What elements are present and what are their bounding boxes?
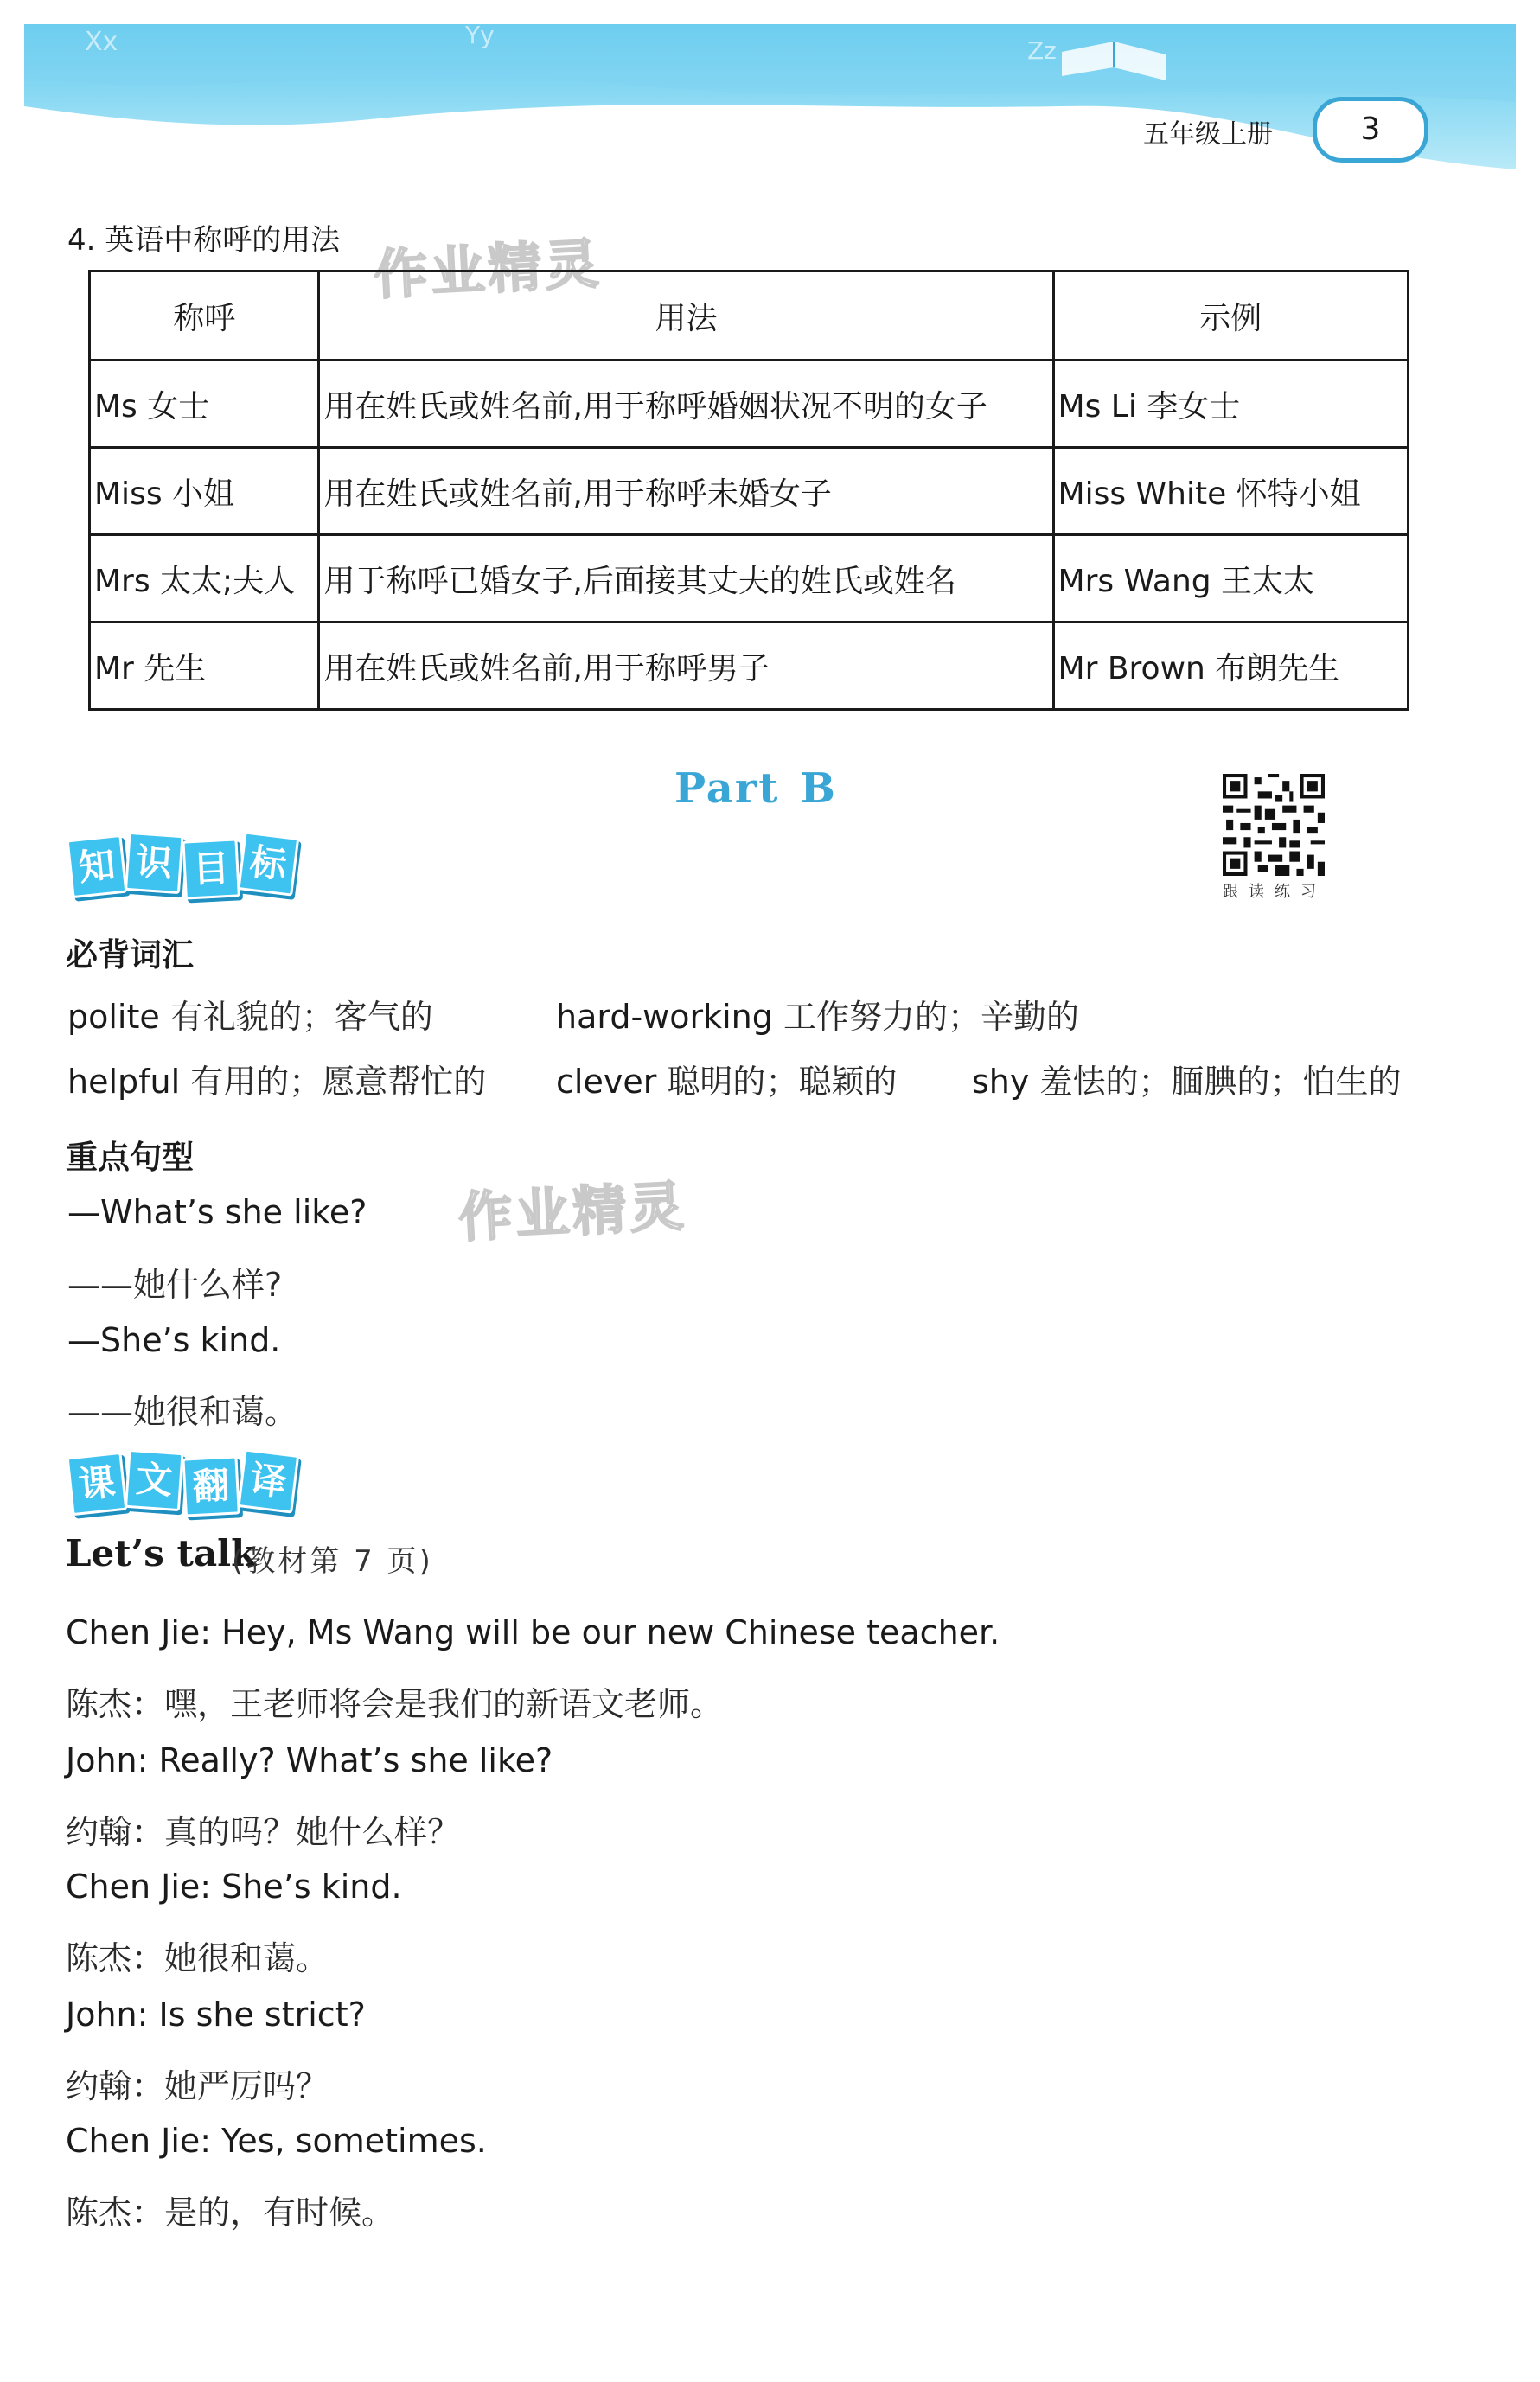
vocab-cn: 聪明的；聪颖的 bbox=[667, 1063, 898, 1101]
sentence-heading: 重点句型 bbox=[66, 1139, 194, 1176]
dialogue-line: John: Is she strict? bbox=[66, 1996, 366, 2034]
dialogue-translation: 约翰：她严厉吗？ bbox=[66, 2067, 329, 2105]
header-banner bbox=[24, 24, 1516, 169]
watermark: 作业精灵 bbox=[372, 232, 604, 307]
vocab-item bbox=[556, 990, 1079, 1038]
vocab-en: shy bbox=[972, 1063, 1030, 1101]
table-cell: Ms Li 李女士 bbox=[1053, 361, 1408, 448]
vocab-cn: 有用的；愿意帮忙的 bbox=[190, 1063, 487, 1101]
part-label: Part bbox=[674, 764, 780, 813]
dialogue-line: Chen Jie: Hey, Ms Wang will be our new Chinese teacher. bbox=[66, 1613, 1000, 1651]
table-header-row bbox=[90, 271, 1409, 361]
sentence-line: —What’s she like? bbox=[67, 1193, 367, 1231]
vocab-item bbox=[556, 1055, 897, 1102]
badge-char: 知 bbox=[67, 834, 128, 898]
vocab-en: polite bbox=[67, 998, 160, 1036]
lesson-title: Let’s talk bbox=[66, 1532, 257, 1574]
watermark: 作业精灵 bbox=[457, 1174, 689, 1249]
vocab-heading: 必背词汇 bbox=[66, 936, 194, 974]
table-cell: Mr Brown 布朗先生 bbox=[1053, 623, 1408, 710]
dialogue-line: Chen Jie: She’s kind. bbox=[66, 1868, 402, 1906]
qr-code-icon[interactable] bbox=[1223, 774, 1325, 876]
table-cell: 用在姓氏或姓名前,用于称呼婚姻状况不明的女子 bbox=[319, 361, 1053, 448]
vocab-cn: 有礼貌的；客气的 bbox=[169, 998, 433, 1036]
part-heading bbox=[674, 764, 837, 813]
table-row bbox=[90, 361, 1409, 448]
section-title: 4. 英语中称呼的用法 bbox=[67, 223, 341, 258]
address-usage-table bbox=[88, 270, 1409, 711]
sentence-line: ——她很和蔼。 bbox=[67, 1393, 298, 1431]
table-row bbox=[90, 448, 1409, 535]
vocab-item bbox=[972, 1055, 1401, 1102]
knowledge-goals-badge bbox=[69, 837, 296, 896]
table-cell: Mrs Wang 王太太 bbox=[1053, 535, 1408, 623]
sentence-line: ——她什么样? bbox=[67, 1266, 283, 1304]
table-cell: Miss 小姐 bbox=[90, 448, 319, 535]
table-cell: Miss White 怀特小姐 bbox=[1053, 448, 1408, 535]
vocab-item bbox=[67, 990, 433, 1038]
svg-text:Yy: Yy bbox=[465, 24, 495, 49]
badge-char: 标 bbox=[237, 831, 299, 896]
table-cell: 用在姓氏或姓名前,用于称呼男子 bbox=[319, 623, 1053, 710]
dialogue-translation: 陈杰：嘿，王老师将会是我们的新语文老师。 bbox=[66, 1685, 724, 1723]
badge-char: 文 bbox=[125, 1449, 184, 1511]
table-row bbox=[90, 623, 1409, 710]
badge-char: 译 bbox=[237, 1448, 299, 1513]
svg-text:Xx: Xx bbox=[85, 27, 118, 57]
dialogue-line: Chen Jie: Yes, sometimes. bbox=[66, 2122, 487, 2160]
dialogue-translation: 陈杰：她很和蔼。 bbox=[66, 1939, 329, 1977]
vocab-en: helpful bbox=[67, 1063, 181, 1101]
dialogue-translation: 约翰：真的吗？她什么样？ bbox=[66, 1813, 461, 1851]
table-row bbox=[90, 535, 1409, 623]
part-letter: B bbox=[800, 764, 837, 813]
text-translation-badge bbox=[69, 1454, 296, 1513]
table-cell: 用在姓氏或姓名前,用于称呼未婚女子 bbox=[319, 448, 1053, 535]
vocab-en: clever bbox=[556, 1063, 657, 1101]
dialogue-translation: 陈杰：是的，有时候。 bbox=[66, 2194, 395, 2232]
sentence-line: —She’s kind. bbox=[67, 1321, 281, 1359]
qr-caption: 跟读练习 bbox=[1223, 883, 1326, 901]
vocab-item bbox=[67, 1055, 486, 1102]
grade-label: 五年级上册 bbox=[1143, 119, 1273, 150]
vocab-en: hard-working bbox=[556, 998, 773, 1036]
badge-char: 课 bbox=[67, 1452, 128, 1516]
badge-char: 目 bbox=[182, 838, 240, 899]
column-header: 称呼 bbox=[90, 271, 319, 361]
vocab-cn: 工作努力的；辛勤的 bbox=[783, 998, 1079, 1036]
svg-text:Zz: Zz bbox=[1027, 36, 1057, 65]
page-number: 3 bbox=[1313, 97, 1428, 163]
column-header: 示例 bbox=[1053, 271, 1408, 361]
column-header: 用法 bbox=[319, 271, 1053, 361]
table-cell: 用于称呼已婚女子,后面接其丈夫的姓氏或姓名 bbox=[319, 535, 1053, 623]
vocab-cn: 羞怯的；腼腆的；怕生的 bbox=[1039, 1063, 1402, 1101]
dialogue-line: John: Really? What’s she like? bbox=[66, 1741, 553, 1779]
table-cell: Ms 女士 bbox=[90, 361, 319, 448]
lesson-page-ref: (教材第 7 页) bbox=[232, 1544, 433, 1579]
badge-char: 翻 bbox=[182, 1455, 240, 1517]
badge-char: 识 bbox=[125, 832, 184, 894]
table-cell: Mr 先生 bbox=[90, 623, 319, 710]
table-cell: Mrs 太太;夫人 bbox=[90, 535, 319, 623]
